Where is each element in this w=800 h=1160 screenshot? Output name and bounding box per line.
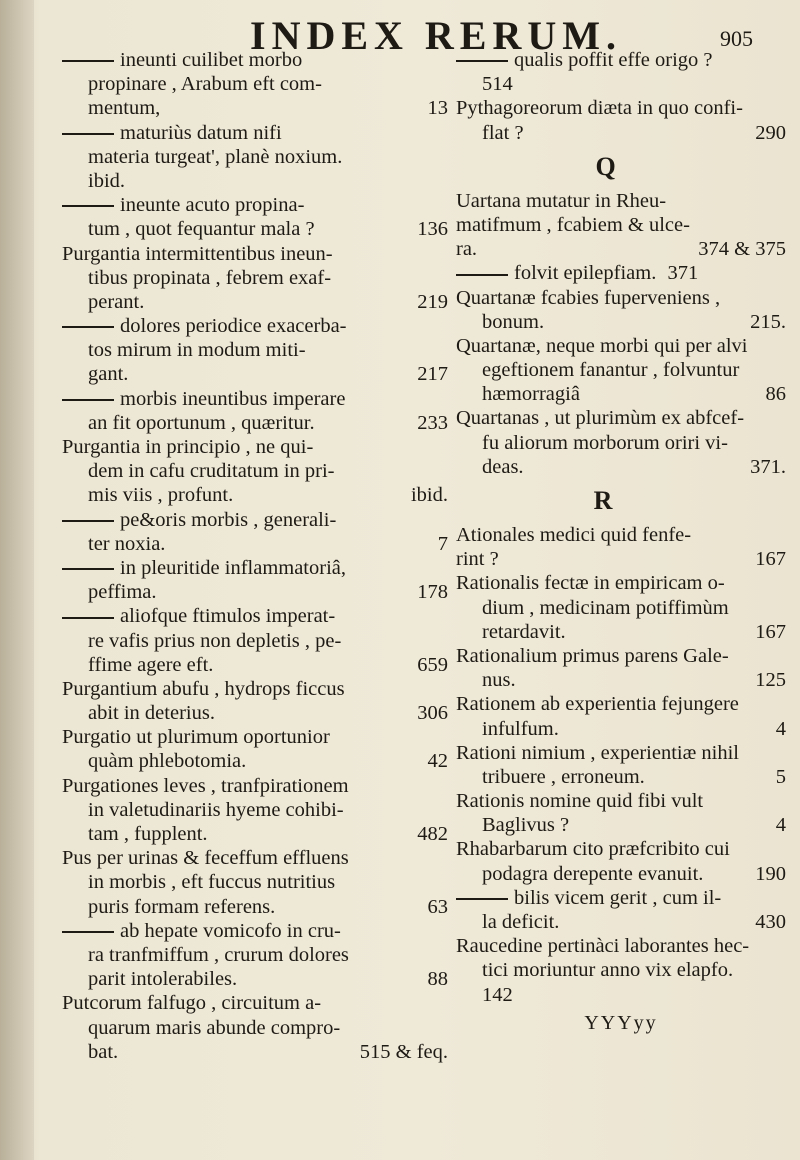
entry-text: parit intolerabiles. <box>88 968 238 991</box>
entry-text: ab hepate vomicofo in cru- <box>120 919 341 942</box>
repeat-dash <box>62 399 114 401</box>
index-entry-line <box>62 338 448 362</box>
running-head: INDEX RERUM. <box>250 13 622 58</box>
page-reference: 86 <box>765 383 786 406</box>
index-entry-line <box>62 822 448 846</box>
entry-text: Putcorum falfugo , circuitum a- <box>62 992 322 1015</box>
page-reference: 430 <box>755 911 786 933</box>
repeat-dash <box>62 205 114 207</box>
section-letter-q: Q <box>595 151 616 181</box>
index-entry-line <box>456 523 786 547</box>
index-entry-line <box>456 692 786 716</box>
index-entry-line <box>456 286 786 310</box>
entry-text: 142 <box>482 983 513 1006</box>
index-entry-line <box>62 169 448 193</box>
entry-text: tribuere , erroneum. <box>482 765 645 788</box>
index-entry-line <box>456 571 786 595</box>
page-reference: 5 <box>775 765 786 788</box>
index-entry-line <box>62 1040 448 1064</box>
index-entry-line <box>456 910 786 934</box>
index-entry-line <box>456 717 786 741</box>
entry-text: Raucedine pertinàci laborantes hec- <box>456 935 750 958</box>
index-entry-line <box>62 629 448 653</box>
index-entry-line <box>456 334 786 358</box>
entry-text: Ationales medici quid fenfe- <box>456 524 692 546</box>
index-entry-line <box>62 242 448 266</box>
page-reference: 167 <box>755 548 786 571</box>
index-entry-line <box>456 837 786 861</box>
index-entry-line <box>62 314 448 338</box>
index-entry-line <box>62 556 448 580</box>
index-entry-line <box>62 967 448 991</box>
index-entry-line <box>62 459 448 483</box>
page-reference: 4 <box>775 814 786 837</box>
index-entries-r <box>456 523 786 1007</box>
entry-text: tam , fupplent. <box>88 823 208 845</box>
entry-text: bat. <box>88 1040 119 1063</box>
index-entry-line <box>62 96 448 120</box>
index-entry-line <box>62 580 448 604</box>
index-entry-line <box>62 653 448 677</box>
index-entry-line <box>456 547 786 571</box>
index-entry-line <box>456 121 786 145</box>
entry-text: retardavit. <box>482 620 566 643</box>
repeat-dash <box>62 520 114 522</box>
index-entry-line <box>62 193 448 217</box>
entry-text: pe&oris morbis , generali- <box>120 508 337 531</box>
index-entry-line <box>456 358 786 382</box>
index-entry-line <box>456 983 786 1007</box>
index-entry-line <box>62 362 448 386</box>
entry-text: maturiùs datum nifi <box>120 121 282 144</box>
signature-mark: YYYyy <box>584 1011 658 1034</box>
repeat-dash <box>456 60 508 62</box>
entry-text: rint ? <box>456 548 499 571</box>
index-entry-line <box>62 217 448 241</box>
index-entry-line <box>62 435 448 459</box>
entry-text: Purgatio ut plurimum oportunior <box>62 726 330 749</box>
page-reference: 515 & feq. <box>359 1040 448 1063</box>
index-entry-line <box>62 677 448 701</box>
entry-text: in valetudinariis hyeme cohibi- <box>88 798 344 821</box>
entry-text: flat ? <box>482 121 524 144</box>
entry-text: Pus per urinas & feceffum effluens <box>62 847 349 870</box>
page-reference: 215. <box>750 310 786 333</box>
entry-text: ra tranfmiffum , crurum dolores <box>88 943 349 966</box>
page-reference: 217 <box>417 363 448 386</box>
entry-text: Uartana mutatur in Rheu- <box>456 189 667 212</box>
entry-text: ibid. <box>88 169 126 192</box>
index-entry-line <box>62 266 448 290</box>
index-entry-line <box>62 604 448 628</box>
entry-text: in pleuritide inflammatoriâ, <box>120 556 347 579</box>
entry-text: Rationem ab experientia fejungere <box>456 693 739 716</box>
repeat-dash <box>62 326 114 328</box>
entry-text: Quartanæ fcabies fuperveniens , <box>456 286 721 309</box>
index-entry-line <box>62 919 448 943</box>
entry-text: quàm phlebotomia. <box>88 750 247 773</box>
entry-text: in morbis , eft fuccus nutritius <box>88 871 336 894</box>
index-entry-line <box>62 508 448 532</box>
index-entry-line <box>62 387 448 411</box>
index-entry-line <box>62 48 448 72</box>
index-entry-line <box>62 532 448 556</box>
index-entry-line <box>456 237 786 261</box>
index-entry-line <box>456 261 786 285</box>
index-entry-line <box>456 813 786 837</box>
repeat-dash <box>62 133 114 135</box>
entry-text: la deficit. <box>482 911 560 933</box>
page-reference: 659 <box>417 653 448 676</box>
entry-text: aliofque ftimulos imperat- <box>120 605 336 628</box>
entry-text: an fit oportunum , quæritur. <box>88 411 315 434</box>
entry-text: Purgantium abufu , hydrops ficcus <box>62 677 345 700</box>
entry-text: Baglivus ? <box>482 814 570 837</box>
entry-text: Rationalium primus parens Gale- <box>456 644 729 667</box>
section-letter-r: R <box>593 486 613 515</box>
page-reference: 63 <box>427 895 448 918</box>
page-reference: ibid. <box>410 484 448 507</box>
entry-text: bonum. <box>482 310 545 333</box>
entry-text: mentum, <box>88 97 161 120</box>
repeat-dash <box>62 617 114 619</box>
index-entry-line <box>456 406 786 430</box>
page-reference: 178 <box>417 581 448 604</box>
index-entry-line <box>456 741 786 765</box>
index-entry-line <box>62 943 448 967</box>
index-entry-line <box>456 310 786 334</box>
page-reference: 136 <box>417 218 448 241</box>
page-reference: 190 <box>755 862 786 885</box>
page-reference: 371 <box>667 262 699 285</box>
index-entries-p-continued <box>456 48 786 145</box>
entry-text: tibus propinata , febrem exaf- <box>88 266 332 289</box>
repeat-dash <box>456 898 508 900</box>
index-entry-line <box>62 749 448 773</box>
entry-text: tici moriuntur anno vix elapfo. <box>482 959 734 982</box>
entry-text: Rhabarbarum cito præfcribito cui <box>456 838 730 861</box>
entry-text: hæmorragiâ <box>482 383 580 406</box>
entry-text: ra. <box>456 238 478 261</box>
index-entry-line <box>456 96 786 120</box>
entry-text: puris formam referens. <box>88 895 276 918</box>
repeat-dash <box>62 60 114 62</box>
index-entry-line <box>456 644 786 668</box>
repeat-dash <box>62 931 114 933</box>
entry-text: dium , medicinam potiffimùm <box>482 596 729 619</box>
page-reference: 88 <box>427 968 448 991</box>
entry-text: re vafis prius non depletis , pe- <box>88 629 342 652</box>
entry-text: nus. <box>482 669 516 692</box>
index-entry-line <box>62 798 448 822</box>
page-reference: 125 <box>755 669 786 692</box>
entry-text: mis viis , profunt. <box>88 484 234 507</box>
index-entry-line <box>456 668 786 692</box>
entry-text: perant. <box>88 290 145 313</box>
index-entry-line <box>456 789 786 813</box>
index-entry-line <box>456 48 786 72</box>
entry-text: materia turgeat', planè noxium. <box>88 145 343 168</box>
entry-text: tum , quot fequantur mala ? <box>88 218 315 241</box>
entry-text: Rationis nomine quid fibi vult <box>456 790 704 813</box>
index-entry-line <box>62 870 448 894</box>
index-entry-line <box>456 934 786 958</box>
index-entry-line <box>62 725 448 749</box>
entry-text: Purgantia in principio , ne qui- <box>62 436 314 458</box>
page-reference: 482 <box>417 823 448 845</box>
index-entry-line <box>62 846 448 870</box>
entry-text: 514 <box>482 73 513 96</box>
index-entry-line <box>456 862 786 886</box>
index-entry-line <box>62 774 448 798</box>
index-entry-line <box>456 189 786 213</box>
index-entry-line <box>62 121 448 145</box>
repeat-dash <box>456 274 508 276</box>
index-entry-line <box>62 411 448 435</box>
entry-text: Purgantia intermittentibus ineun- <box>62 242 333 265</box>
entry-text: folvit epilepfiam. <box>514 262 657 285</box>
page-reference: 306 <box>417 702 448 725</box>
index-entry-line <box>456 765 786 789</box>
index-entry-line <box>456 72 786 96</box>
entry-text: dem in cafu cruditatum in pri- <box>88 460 335 483</box>
entry-text: Rationalis fectæ in empiricam o- <box>456 572 725 595</box>
page-reference: 42 <box>427 750 448 773</box>
entry-text: Pythagoreorum diæta in quo confi- <box>456 97 743 120</box>
index-entry-line <box>456 886 786 910</box>
entry-text: deas. <box>482 455 524 478</box>
page-reference: 7 <box>437 532 448 555</box>
index-entry-line <box>456 213 786 237</box>
index-entry-line <box>62 145 448 169</box>
page-reference: 371. <box>750 455 786 478</box>
entry-text: ineunte acuto propina- <box>120 194 305 217</box>
index-entry-line <box>62 483 448 507</box>
index-entry-line <box>62 701 448 725</box>
index-entry-line <box>62 895 448 919</box>
entry-text: tos mirum in modum miti- <box>88 339 306 362</box>
page-reference: 4 <box>775 717 786 740</box>
page-reference: 167 <box>755 620 786 643</box>
entry-text: egeftionem fanantur , folvuntur <box>482 359 740 382</box>
index-entry-line <box>62 991 448 1015</box>
entry-text: bilis vicem gerit , cum il- <box>514 886 722 909</box>
index-entry-line <box>456 382 786 406</box>
index-entry-line <box>62 72 448 96</box>
page-number: 905 <box>720 26 753 51</box>
entry-text: abit in deterius. <box>88 702 215 725</box>
page-gutter <box>0 0 34 1160</box>
entry-text: Quartanas , ut plurimùm ex abfcef- <box>456 407 745 430</box>
entry-text: podagra derepente evanuit. <box>482 862 704 885</box>
index-entry-line <box>456 596 786 620</box>
index-entry-line <box>62 1016 448 1040</box>
entry-text: fu aliorum morborum oriri vi- <box>482 431 728 454</box>
entry-text: gant. <box>88 363 129 386</box>
entry-text: ineunti cuilibet morbo <box>120 49 303 71</box>
page-reference: 233 <box>417 411 448 434</box>
entry-text: Purgationes leves , tranfpirationem <box>62 774 349 797</box>
entry-text: morbis ineuntibus imperare <box>120 387 346 410</box>
entry-text: peffima. <box>88 581 157 604</box>
entry-text: dolores periodice exacerba- <box>120 315 347 338</box>
entry-text: Rationi nimium , experientiæ nihil <box>456 741 739 764</box>
entry-text: ter noxia. <box>88 532 166 555</box>
page-reference: 374 & 375 <box>698 238 786 261</box>
index-entry-line <box>456 620 786 644</box>
index-entry-line <box>456 431 786 455</box>
entry-text: ffime agere eft. <box>88 653 214 676</box>
index-entry-line <box>456 455 786 479</box>
index-entries-q <box>456 189 786 479</box>
entry-text: Quartanæ, neque morbi qui per alvi <box>456 334 748 357</box>
left-index-column <box>62 48 448 1064</box>
entry-text: quarum maris abunde compro- <box>88 1016 341 1039</box>
page-reference: 13 <box>427 97 448 120</box>
repeat-dash <box>62 568 114 570</box>
entry-text: matifmum , fcabiem & ulce- <box>456 213 690 236</box>
entry-text: propinare , Arabum eft com- <box>88 73 322 96</box>
page-reference: 219 <box>417 290 448 313</box>
entry-text: qualis poffit effe origo ? <box>514 49 713 71</box>
index-entry-line <box>62 290 448 314</box>
entry-text: infulfum. <box>482 717 559 740</box>
page-reference: 290 <box>755 121 786 144</box>
index-entry-line <box>456 958 786 982</box>
right-index-column <box>456 48 786 1035</box>
